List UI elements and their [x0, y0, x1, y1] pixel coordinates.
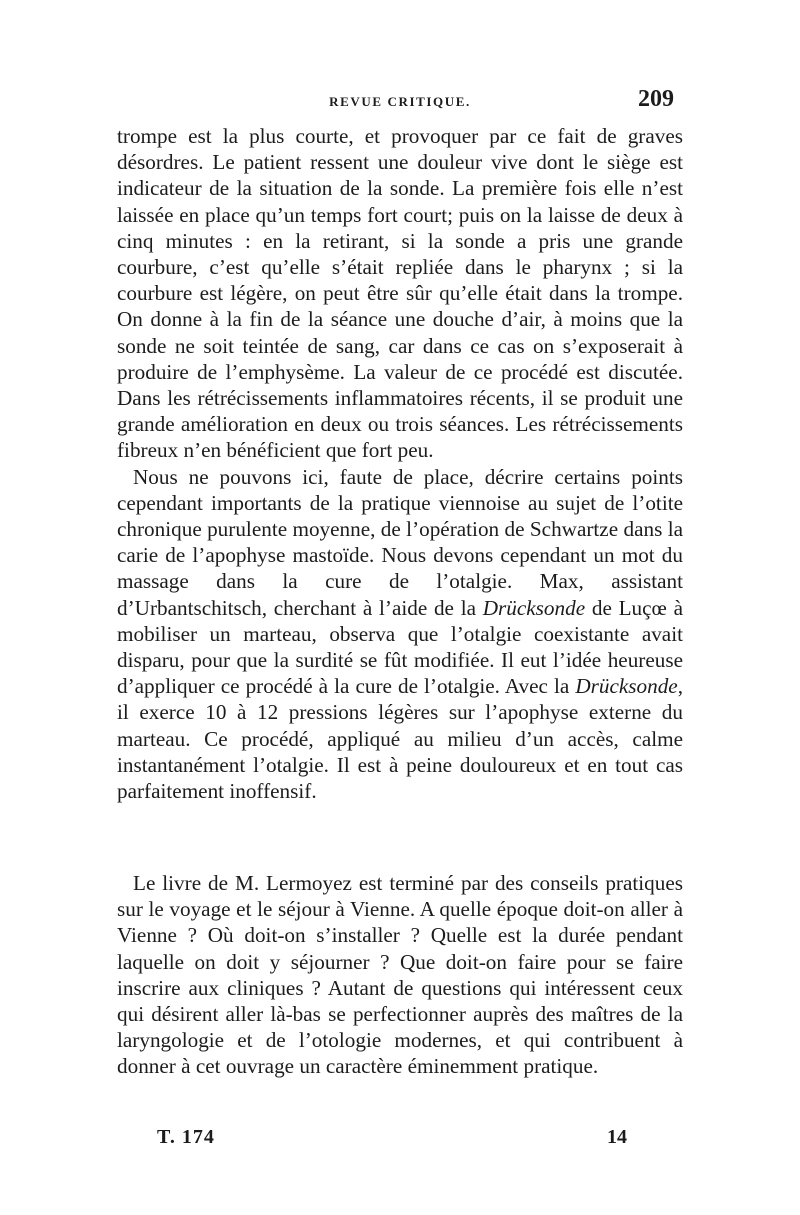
paragraph-3 — [117, 870, 683, 1080]
paragraph-2 — [117, 464, 683, 805]
footer-sheet-number: 14 — [607, 1126, 627, 1148]
running-title: REVUE CRITIQUE. — [329, 94, 471, 109]
paragraph-2-text: de Luçœ à mobiliser un marteau, observa que l’otalgie coexistante avait disparu, pour que la surdité se fût modifiée. Il eut l’idée heureuse d’appliquer ce procédé à la cure de l’otalgie. Avec la — [117, 595, 683, 699]
paragraph-2-italic-term: Drücksonde — [482, 595, 586, 620]
text-block-lower — [117, 870, 683, 1080]
paragraph-2-text: Nous ne pouvons ici, faute de place, décrire certains points cependant importants de la pratique viennoise au sujet de l’otite chronique purulente moyenne, de l’opération de Schwartze dans la carie de l’apophyse mastoïde. Nous devons cependant un mot du massage dans la cure de l’otalgie. Max, assistant d’Urbantschitsch, cherchant à l’aide de la — [117, 464, 683, 620]
footer-signature: T. 174 — [157, 1126, 215, 1148]
paragraph-2-text: , il exerce 10 à 12 pressions légères sur l’apophyse externe du marteau. Ce procédé, appliqué au milieu d’un accès, calme instantanément l’otalgie. Il est à peine douloureux et en tout cas parfaitement inoffensif. — [117, 674, 683, 804]
text-block-upper — [117, 123, 683, 804]
paragraph-2-italic-term: Drücksonde — [575, 674, 678, 699]
paragraph-1 — [117, 123, 683, 464]
page-number: 209 — [638, 86, 674, 112]
paragraph-3-text: Le livre de M. Lermoyez est terminé par des conseils pratiques sur le voyage et le séjour à Vienne. A quelle époque doit-on aller à Vienne ? Où doit-on s’installer ? Quelle est la durée pendant laquelle on doit y séjourner ? Que doit-on faire pour se faire inscrire aux cliniques ? Autant de questions qui intéressent ceux qui désirent aller là-bas se perfectionner auprès des maîtres de la laryngologie et de l’otologie modernes, et qui contribuent à donner à cet ouvrage un caractère éminemment pratique. — [117, 871, 683, 1079]
paragraph-1-text: trompe est la plus courte, et provoquer par ce fait de graves désordres. Le patient ressent une douleur vive dont le siège est indicateur de la situation de la sonde. La première fois elle n’est laissée en place qu’un temps fort court; puis on la laisse de deux à cinq minutes : en la retirant, si la sonde a pris une grande courbure, c’est qu’elle s’était repliée dans le pharynx ; si la courbure est légère, on peut être sûr qu’elle était dans la trompe. On donne à la fin de la séance une douche d’air, à moins que la sonde ne soit teintée de sang, car dans ce cas on s’exposerait à produire de l’emphysème. La valeur de ce procédé est discutée. Dans les rétrécissements inflammatoires récents, il se produit une grande amélioration en deux ou trois séances. Les rétrécissements fibreux n’en bénéficient que fort peu. — [117, 124, 683, 463]
